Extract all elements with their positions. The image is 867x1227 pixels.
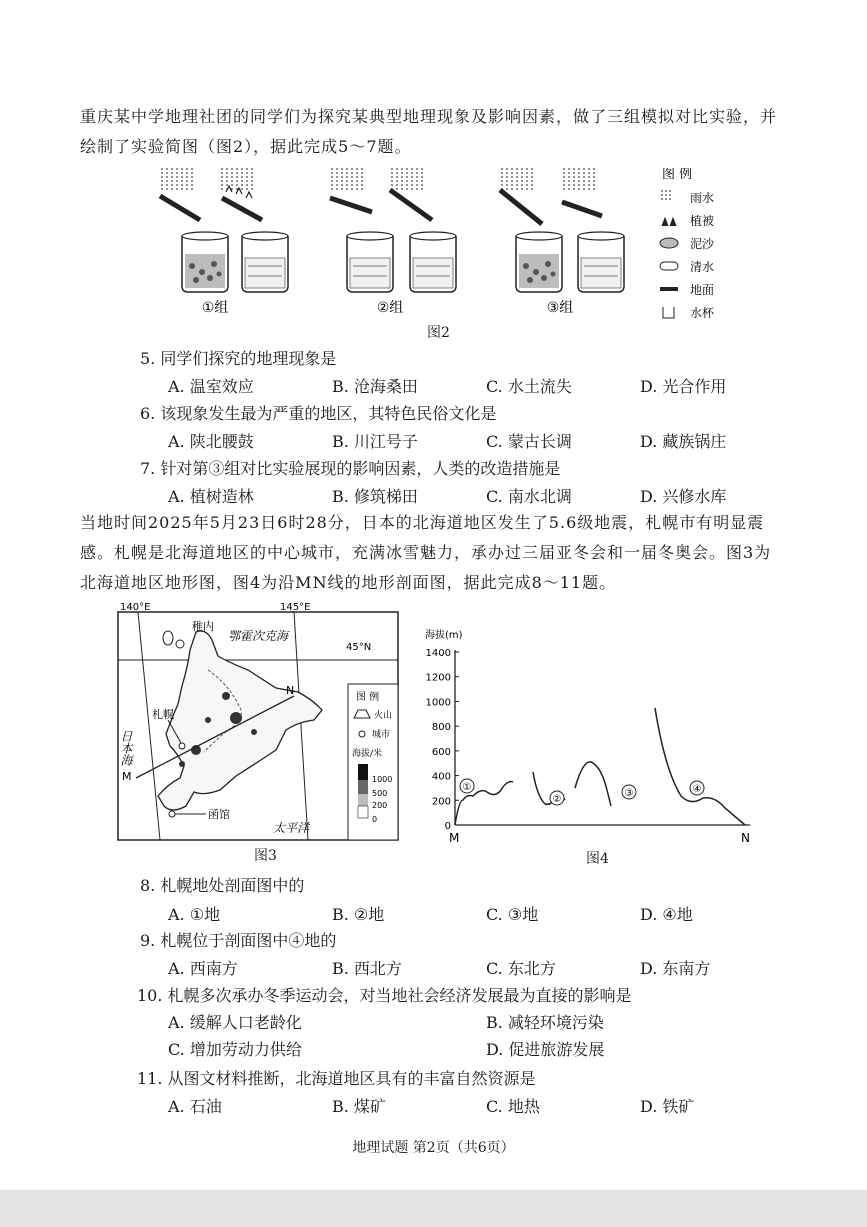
q6-option-b[interactable]: B. 川江号子 xyxy=(332,432,418,451)
figure-4-caption: 图4 xyxy=(586,851,609,867)
legend-title: 图 例 xyxy=(662,168,693,182)
figure-2 xyxy=(150,168,740,343)
question-9: 9. 札幌位于剖面图中④地的 xyxy=(140,931,337,950)
pacific-label: 太平洋 xyxy=(273,821,310,835)
experiment-group-1 xyxy=(160,168,288,316)
figure-2-caption: 图2 xyxy=(427,325,450,341)
legend-sediment: 泥沙 xyxy=(690,237,715,251)
q6-option-d[interactable]: D. 藏族锅庄 xyxy=(640,432,727,451)
clear-water-legend-icon xyxy=(660,262,678,270)
q9-option-d[interactable]: D. 东南方 xyxy=(640,959,711,978)
sapporo-label: 札幌 xyxy=(152,708,174,721)
figure-3-legend xyxy=(348,684,398,840)
legend-volcano-label: 火山 xyxy=(374,711,393,721)
q10-option-a[interactable]: A. 缓解人口老龄化 xyxy=(168,1013,302,1032)
question-6: 6. 该现象发生最为严重的地区，其特色民俗文化是 xyxy=(140,404,497,423)
q11-option-c[interactable]: C. 地热 xyxy=(486,1097,540,1116)
legend-tick-200: 200 xyxy=(372,801,388,810)
sediment-legend-icon xyxy=(660,238,678,248)
q10-option-c[interactable]: C. 增加劳动力供给 xyxy=(168,1040,302,1059)
q11-option-a[interactable]: A. 石油 xyxy=(168,1097,222,1116)
lat-label-45: 45°N xyxy=(346,642,372,653)
vegetation-legend-icon xyxy=(662,218,676,226)
profile-y-tick-label: 1400 xyxy=(425,648,451,659)
q6-option-a[interactable]: A. 陕北腰鼓 xyxy=(168,432,254,451)
q5-option-a[interactable]: A. 温室效应 xyxy=(168,377,254,396)
question-10: 10. 札幌多次承办冬季运动会，对当地社会经济发展最为直接的影响是 xyxy=(137,986,632,1005)
profile-point-4: ④ xyxy=(692,784,702,795)
lon-label-140: 140°E xyxy=(120,602,151,613)
q6-option-c[interactable]: C. 蒙古长调 xyxy=(486,432,572,451)
q9-option-a[interactable]: A. 西南方 xyxy=(168,959,238,978)
question-11: 11. 从图文材料推断，北海道地区具有的丰富自然资源是 xyxy=(137,1069,536,1088)
point-n-label: N xyxy=(286,684,295,697)
profile-y-tick-label: 200 xyxy=(431,796,451,808)
q8-option-d[interactable]: D. ④地 xyxy=(640,905,693,924)
ground-legend-icon xyxy=(660,287,678,291)
q8-option-b[interactable]: B. ②地 xyxy=(332,905,385,924)
q9-option-b[interactable]: B. 西北方 xyxy=(332,959,402,978)
scan-bottom-margin xyxy=(0,1190,867,1227)
q5-option-b[interactable]: B. 沧海桑田 xyxy=(332,377,418,396)
experiment-group-3 xyxy=(500,168,624,316)
profile-y-tick-label: 800 xyxy=(431,722,451,734)
group-1-label: ①组 xyxy=(201,300,229,316)
q7-option-a[interactable]: A. 植树造林 xyxy=(168,487,254,506)
lon-label-145: 145°E xyxy=(280,602,311,613)
profile-m-label: M xyxy=(449,831,460,845)
experiment-group-2 xyxy=(330,168,456,316)
q5-option-c[interactable]: C. 水土流失 xyxy=(486,377,572,396)
q8-option-c[interactable]: C. ③地 xyxy=(486,905,539,924)
legend-tick-0: 0 xyxy=(372,815,378,824)
sapporo-city-icon xyxy=(179,743,185,749)
q7-option-c[interactable]: C. 南水北调 xyxy=(486,487,572,506)
profile-segment-3 xyxy=(575,762,611,806)
profile-y-tick-label: 1000 xyxy=(425,697,451,709)
q8-option-a[interactable]: A. ①地 xyxy=(168,905,221,924)
profile-y-ticks xyxy=(426,648,459,832)
legend-cup: 水杯 xyxy=(690,306,715,320)
profile-y-tick-label: 1200 xyxy=(425,672,451,684)
cup-legend-icon xyxy=(663,307,674,318)
legend-vegetation: 植被 xyxy=(690,214,715,228)
legend-clear-water: 清水 xyxy=(690,260,715,274)
map-legend-title: 图 例 xyxy=(356,692,380,703)
city-icon xyxy=(359,731,365,737)
sea-japan-label: 日本海 xyxy=(119,730,133,766)
profile-y-tick-label: 600 xyxy=(431,746,451,758)
profile-point-2: ② xyxy=(552,794,562,805)
q5-option-d[interactable]: D. 光合作用 xyxy=(640,377,727,396)
figure-3-map xyxy=(108,600,408,865)
legend-city-label: 城市 xyxy=(372,730,391,740)
question-7: 7. 针对第③组对比实验展现的影响因素，人类的改造措施是 xyxy=(140,459,561,478)
page-footer: 地理试题 第2页（共6页） xyxy=(352,1140,515,1156)
wakkanai-label: 稚内 xyxy=(192,620,214,633)
q9-option-c[interactable]: C. 东北方 xyxy=(486,959,556,978)
profile-y-tick-label: 0 xyxy=(444,821,451,832)
profile-n-label: N xyxy=(741,831,750,845)
q10-option-d[interactable]: D. 促进旅游发展 xyxy=(486,1040,605,1059)
group-2-label: ②组 xyxy=(376,300,404,316)
figure-3-caption: 图3 xyxy=(254,848,277,864)
point-m-label: M xyxy=(122,770,132,783)
legend-tick-500: 500 xyxy=(372,789,388,798)
legend-ground: 地面 xyxy=(690,283,715,297)
figure-4-profile xyxy=(415,620,775,850)
group-3-label: ③组 xyxy=(546,300,574,316)
q11-option-b[interactable]: B. 煤矿 xyxy=(332,1097,386,1116)
legend-rain: 雨水 xyxy=(690,191,715,205)
q10-option-b[interactable]: B. 减轻环境污染 xyxy=(486,1013,604,1032)
question-8: 8. 札幌地处剖面图中的 xyxy=(140,876,305,895)
legend-tick-1000: 1000 xyxy=(372,775,393,784)
hakodate-label: 函馆 xyxy=(208,808,230,821)
profile-point-3: ③ xyxy=(624,788,634,799)
q11-option-d[interactable]: D. 铁矿 xyxy=(640,1097,695,1116)
intro-paragraph-1: 重庆某中学地理社团的同学们为探究某典型地理现象及影响因素，做了三组模拟对比实验，并绘制了实验简图（图2），据此完成5～7题。 xyxy=(80,107,778,156)
sea-okhotsk-label: 鄂霍次克海 xyxy=(228,629,289,643)
q7-option-d[interactable]: D. 兴修水库 xyxy=(640,487,727,506)
profile-point-1: ① xyxy=(462,782,472,793)
profile-segment-4 xyxy=(655,708,745,825)
profile-y-tick-label: 400 xyxy=(431,771,451,783)
q7-option-b[interactable]: B. 修筑梯田 xyxy=(332,487,418,506)
profile-y-axis-label: 海拔(m) xyxy=(425,630,463,641)
rain-legend-icon xyxy=(662,190,670,202)
question-5: 5. 同学们探究的地理现象是 xyxy=(140,349,337,368)
figure-2-legend xyxy=(660,168,715,320)
hakodate-city-icon xyxy=(169,811,175,817)
legend-elevation-label: 海拔/米 xyxy=(352,749,383,759)
intro-paragraph-2: 当地时间2025年5月23日6时28分，日本的北海道地区发生了5.6级地震，札幌市有明显震感。札幌是北海道地区的中心城市，充满冰雪魅力，承办过三届亚冬会和一届冬奥会。图3为北海道地区地形图，图4为沿MN线的地形剖面图，据此完成8～11题。 xyxy=(80,513,772,592)
